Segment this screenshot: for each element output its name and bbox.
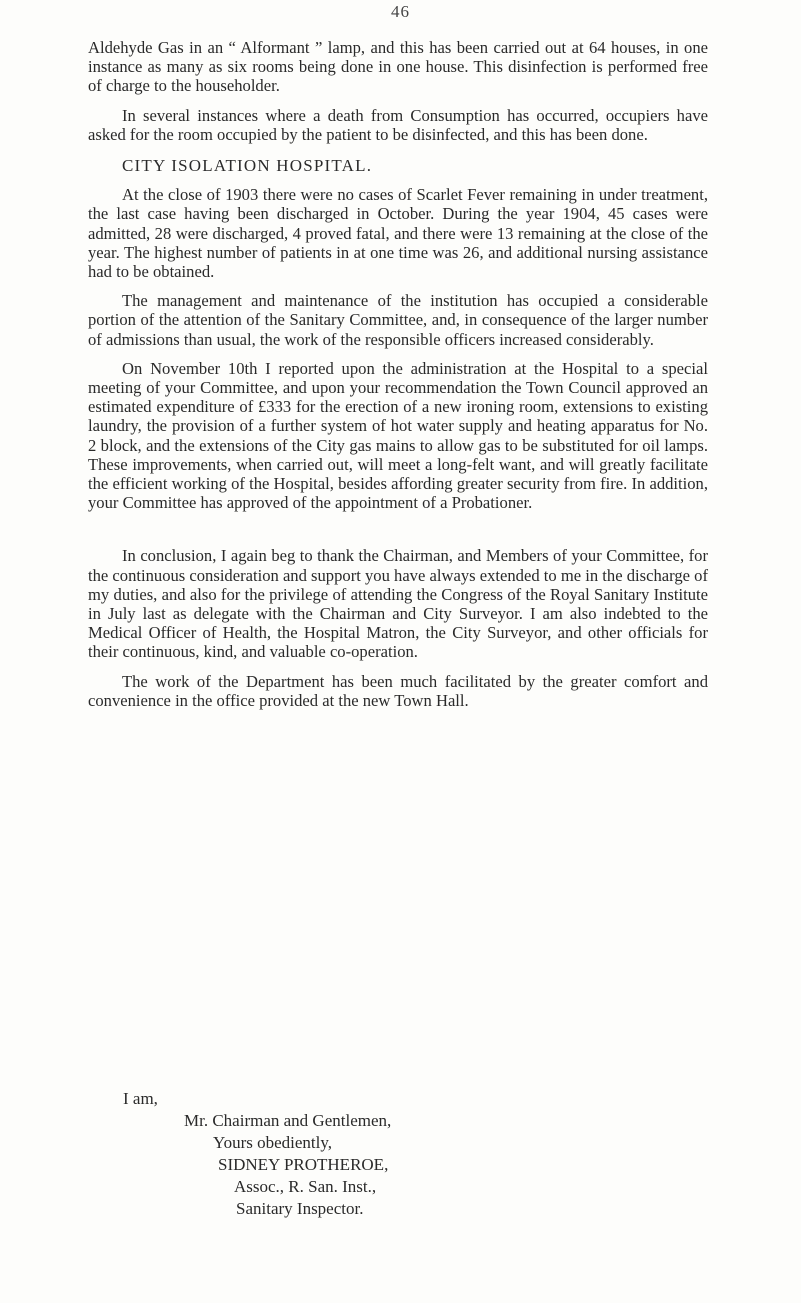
paragraph-consumption: In several instances where a death from Consumption has occurred, occupiers have asked for the room occupied by the patient to be disinfected, and this has been done. bbox=[88, 105, 708, 144]
paragraph-hospital-improvements: On November 10th I reported upon the administration at the Hospital to a special meeting of your Committee, and upon your recommendation the Town Council approved an estimated expenditure of £333 for the erection of a new ironing room, extensions to existing laundry, the provision of a further system of hot water supply and heating apparatus for No. 2 block, and the extensions of the City gas mains to allow gas to be substituted for oil lamps. These improvements, when carried out, will meet a long-felt want, and will greatly facilitate the efficient working of the Hospital, besides affording greater security from fire. In addition, your Committee has approved of the appointment of a Probationer. bbox=[88, 358, 708, 513]
letter-closing bbox=[88, 1088, 738, 1220]
signature-name: SIDNEY PROTHEROE, bbox=[218, 1155, 389, 1174]
paragraph-hospital-cases: At the close of 1903 there were no cases of Scarlet Fever remaining in under treatment, the last case having been discharged in October. During the year 1904, 45 cases were admitted, 28 were discharged, 4 proved fatal, and there were 13 remaining at the close of the year. The highest number of patients in at one time was 26, and additional nursing assistance had to be obtained. bbox=[88, 185, 708, 282]
signature-title: Sanitary Inspector. bbox=[236, 1199, 364, 1218]
closing-line-i-am: I am, bbox=[123, 1089, 158, 1108]
signature-credentials: Assoc., R. San. Inst., bbox=[234, 1177, 377, 1196]
body-text bbox=[88, 38, 708, 710]
closing-salutation: Mr. Chairman and Gentlemen, bbox=[184, 1111, 392, 1130]
paragraph-conclusion: In conclusion, I again beg to thank the Chairman, and Members of your Committee, for the continuous consideration and support you have always extended to me in the discharge of my duties, and also for the privilege of attending the Congress of the Royal Sanitary Institute in July last as delegate with the Chairman and City Surveyor. I am also indebted to the Medical Officer of Health, the Hospital Matron, the City Surveyor, and other officials for their continuous, kind, and valuable co-operation. bbox=[88, 546, 708, 662]
paragraph-disinfection: Aldehyde Gas in an “ Alformant ” lamp, and this has been carried out at 64 houses, in one instance as many as six rooms being done in one house. This disinfection is performed free of charge to the householder. bbox=[88, 38, 708, 96]
page-number: 46 bbox=[391, 2, 410, 21]
paragraph-hospital-management: The management and maintenance of the institution has occupied a considerable portion of the attention of the Sanitary Committee, and, in consequence of the larger number of admissions than usual, the work of the responsible officers increased considerably. bbox=[88, 291, 708, 349]
paragraph-department: The work of the Department has been much facilitated by the greater comfort and convenience in the office provided at the new Town Hall. bbox=[88, 671, 708, 710]
closing-valediction: Yours obediently, bbox=[213, 1133, 333, 1152]
section-heading: CITY ISOLATION HOSPITAL. bbox=[122, 156, 373, 176]
